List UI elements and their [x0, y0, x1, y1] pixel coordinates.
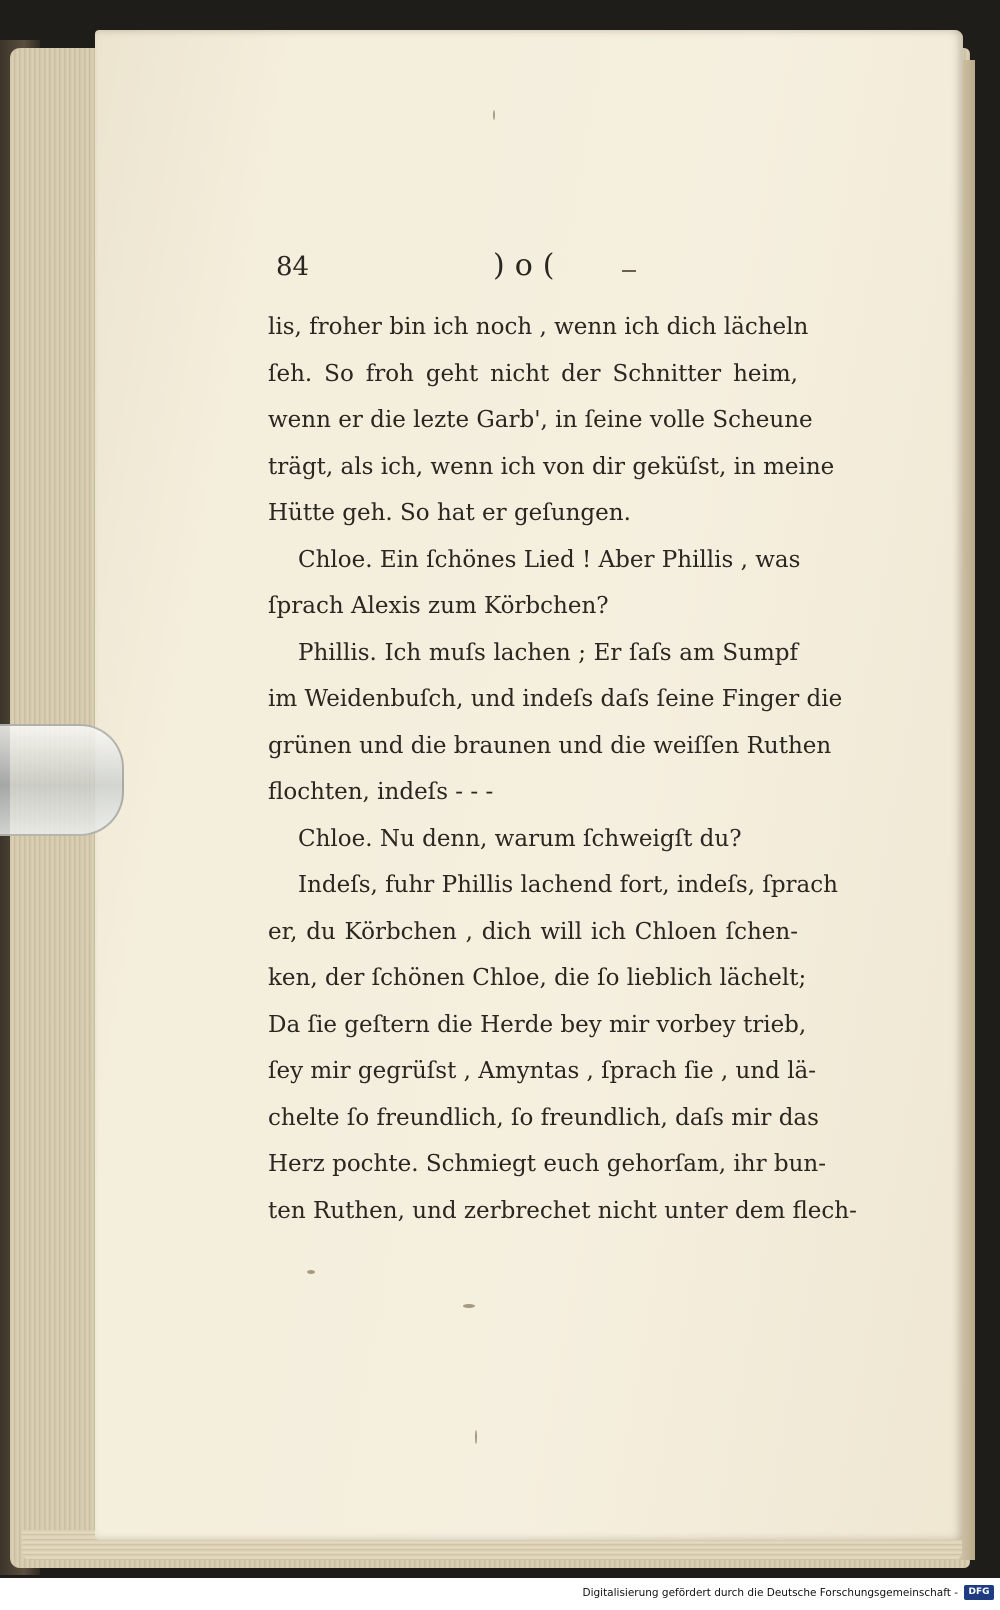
text-line: Chloe. Nu denn, warum ſchweigſt du? [298, 825, 742, 852]
paper-speck [307, 1270, 315, 1274]
text-line: chelte ſo freundlich, ſo freundlich, daſs mir das [268, 1104, 819, 1131]
dfg-logo: DFG [964, 1585, 994, 1600]
body-text [268, 304, 857, 1234]
paper-speck [493, 110, 495, 120]
page-clip [0, 724, 124, 836]
text-line: Phillis. Ich muſs lachen ; Er ſaſs am Sumpf [298, 639, 798, 666]
paper-speck [463, 1304, 475, 1308]
text-line: Herz pochte. Schmiegt euch gehorſam, ihr bun- [268, 1151, 827, 1177]
text-line: Da ſie geſtern die Herde bey mir vorbey trieb, [268, 1011, 807, 1038]
text-line: ten Ruthen, und zerbrechet nicht unter dem flech- [268, 1197, 857, 1224]
footer-credit: Digitalisierung gefördert durch die Deutsche Forschungsgemeinschaft - [582, 1587, 958, 1599]
text-line: wenn er die lezte Garb', in ſeine volle Scheune [268, 407, 813, 433]
text-line: grünen und die braunen und die weiſſen Ruthen [268, 732, 832, 759]
text-line: trägt, als ich, wenn ich von dir geküſst, in meine [268, 453, 835, 480]
text-line: im Weidenbuſch, und indeſs daſs ſeine Finger die [268, 686, 843, 712]
text-line: ken, der ſchönen Chloe, die ſo lieblich lächelt; [268, 965, 807, 991]
text-line: lis, froher bin ich noch , wenn ich dich lächeln [268, 314, 809, 340]
text-line: Chloe. Ein ſchönes Lied ! Aber Phillis , was [298, 546, 801, 573]
text-line: ſey mir gegrüſst , Amyntas , ſprach ſie , und lä- [268, 1058, 817, 1084]
text-line: er, du Körbchen , dich will ich Chloen ſchen- [268, 918, 798, 945]
text-line: Indeſs, fuhr Phillis lachend fort, indeſs, ſprach [298, 872, 838, 898]
header-ornament: )o( [493, 248, 565, 283]
text-line: ſprach Alexis zum Körbchen? [268, 593, 609, 619]
text-line: ſeh. So froh geht nicht der Schnitter heim, [268, 360, 798, 387]
page-number: 84 [276, 252, 310, 282]
running-head [276, 248, 796, 288]
footer [0, 1578, 1000, 1610]
text-line: flochten, indeſs - - - [268, 779, 494, 805]
header-dash [622, 270, 636, 272]
text-line: Hütte geh. So hat er geſungen. [268, 500, 631, 526]
paper-speck [475, 1430, 477, 1444]
